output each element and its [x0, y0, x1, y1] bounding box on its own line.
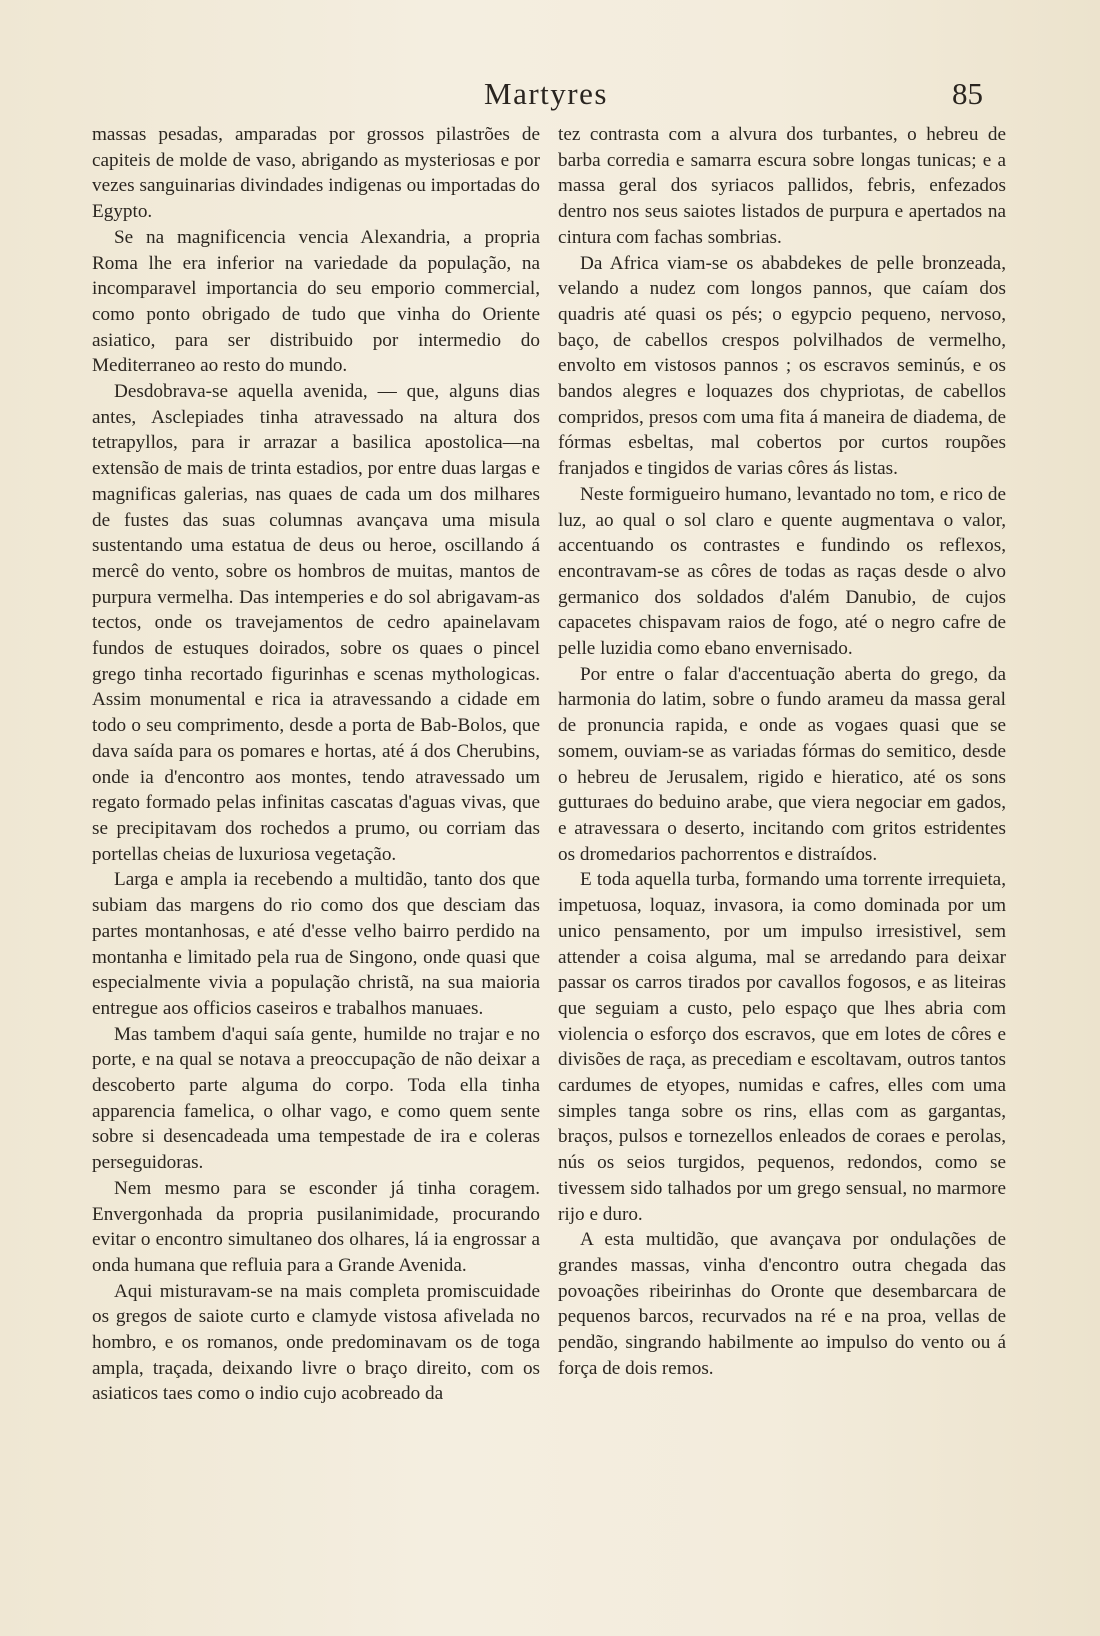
paragraph: Por entre o falar d'accentuação aberta do grego, da harmonia do latim, sobre o fundo arameu da massa geral de pronuncia rapida, e onde as vogaes quasi que se somem, ouviam-se as variadas fórmas do semitico, desde o hebreu de Jerusalem, rigido e hieratico, até os sons gutturaes do beduino arabe, que viera negociar em gados, e atravessara o deserto, incitando com gritos estridentes os dromedarios pachorrentos e distraídos.	[558, 663, 1006, 865]
paragraph: Nem mesmo para se esconder já tinha coragem. Envergonhada da propria pusilanimidade, procurando evitar o encontro simultaneo dos olhares, lá ia engrossar a onda humana que refluia para a Grande Avenida.	[92, 1177, 540, 1276]
paragraph: A esta multidão, que avançava por ondulações de grandes massas, vinha d'encontro outra chegada das povoações ribeirinhas do Oronte que desembarcara de pequenos barcos, recurvados na ré e na proa, vellas de pendão, singrando habilmente ao impulso do vento ou á força de dois remos.	[558, 1229, 1006, 1379]
paragraph: tez contrasta com a alvura dos turbantes, o hebreu de barba corredia e samarra escura sobre longas tunicas; e a massa geral dos syriacos pallidos, febris, enfezados dentro nos seus saiotes listados de purpura e apertados na cintura com fachas sombrias.	[558, 124, 1006, 248]
running-title: Martyres	[484, 76, 608, 111]
paragraph: E toda aquella turba, formando uma torrente irrequieta, impetuosa, loquaz, invasora, ia como dominada por um unico pensamento, por um impulso irresistivel, sem attender a coisa alguma, mal se arredando para deixar passar os carros tirados por cavallos fogosos, e as liteiras que seguiam a custo, pelo espaço que lhes abria com violencia o esforço dos escravos, que em lotes de côres e divisões de raça, as precediam e escoltavam, outros tantos cardumes de etyopes, numidas e cafres, elles com uma simples tanga sobre os rins, ellas com as gargantas, braços, pulsos e tornezellos enleados de coraes e perolas, nús os seios turgidos, pequenos, redondos, como se tivessem sido talhados por um grego sensual, no marmore rijo e duro.	[558, 869, 1006, 1225]
left-column	[92, 122, 540, 1407]
running-header	[0, 76, 1100, 120]
paragraph: Aqui misturavam-se na mais completa promiscuidade os gregos de saiote curto e clamyde vistosa afivelada no hombro, e os romanos, onde predominavam os de toga ampla, traçada, deixando livre o braço direito, com os asiaticos taes como o indio cujo acobreado da	[92, 1280, 540, 1405]
paragraph: Se na magnificencia vencia Alexandria, a propria Roma lhe era inferior na variedade da população, na incomparavel importancia do seu emporio commercial, como ponto obrigado de tudo que vinha do Oriente asiatico, para ser distribuido por intermedio do Mediterraneo ao resto do mundo.	[92, 226, 540, 377]
paragraph: massas pesadas, amparadas por grossos pilastrões de capiteis de molde de vaso, abrigando as mysteriosas e por vezes sanguinarias divindades indigenas ou importadas do Egypto.	[92, 124, 540, 223]
paragraph: Mas tambem d'aqui saía gente, humilde no trajar e no porte, e na qual se notava a preoccupação de não deixar a descoberto parte alguma do corpo. Toda ella tinha apparencia famelica, o olhar vago, e como quem sente sobre si desencadeada uma tempestade de ira e coleras perseguidoras.	[92, 1023, 540, 1174]
paragraph: Da Africa viam-se os ababdekes de pelle bronzeada, velando a nudez com longos pannos, que caíam dos quadris até quasi os pés; o egypcio pequeno, nervoso, baço, de cabellos crespos polvilhados de vermelho, envolto em vistosos pannos ; os escravos seminús, e os bandos alegres e loquazes dos chypriotas, de cabellos compridos, presos com uma fita á maneira de diadema, de fórmas esbeltas, mal cobertos por curtos roupões franjados e tingidos de varias côres ás listas.	[558, 252, 1006, 480]
paragraph: Neste formigueiro humano, levantado no tom, e rico de luz, ao qual o sol claro e quente augmentava o valor, accentuando os contrastes e fundindo os reflexos, encontravam-se as côres de todas as raças desde o alvo germanico dos soldados d'além Danubio, de cujos capacetes chispavam raios de fogo, até o negro cafre de pelle luzidia como ebano envernisado.	[558, 483, 1006, 660]
paragraph: Desdobrava-se aquella avenida, — que, alguns dias antes, Asclepiades tinha atravessado na altura dos tetrapyllos, para ir arrazar a basilica apostolica—na extensão de mais de trinta estadios, por entre duas largas e magnificas galerias, nas quaes de cada um dos milhares de fustes das suas columnas avançava uma misula sustentando uma estatua de deus ou heroe, oscillando á mercê do vento, sobre os hombros de muitas, mantos de purpura vermelha. Das intemperies e do sol abrigavam-as tectos, onde os travejamentos de cedro apainelavam fundos de estuques doirados, sobre os quaes o pincel grego tinha recortado figurinhas e scenas mythologicas. Assim monumental e rica ia atravessando a cidade em todo o seu comprimento, desde a porta de Bab-Bolos, que dava saída para os pomares e hortas, até á dos Cherubins, onde ia d'encontro aos montes, tendo atravessado um regato formado pelas infinitas cascatas d'aguas vivas, que se precipitavam dos rochedos a prumo, ou corriam das portellas cheias de luxuriosa vegetação.	[92, 381, 540, 865]
page-number: 85	[952, 76, 983, 111]
paragraph: Larga e ampla ia recebendo a multidão, tanto dos que subiam das margens do rio como dos que desciam das partes montanhosas, e até d'esse velho bairro perdido na montanha e limitado pela rua de Singono, onde quasi que especialmente vivia a população christã, na sua maioria entregue aos officios caseiros e trabalhos manuaes.	[92, 869, 540, 1019]
right-column	[558, 122, 1006, 1381]
